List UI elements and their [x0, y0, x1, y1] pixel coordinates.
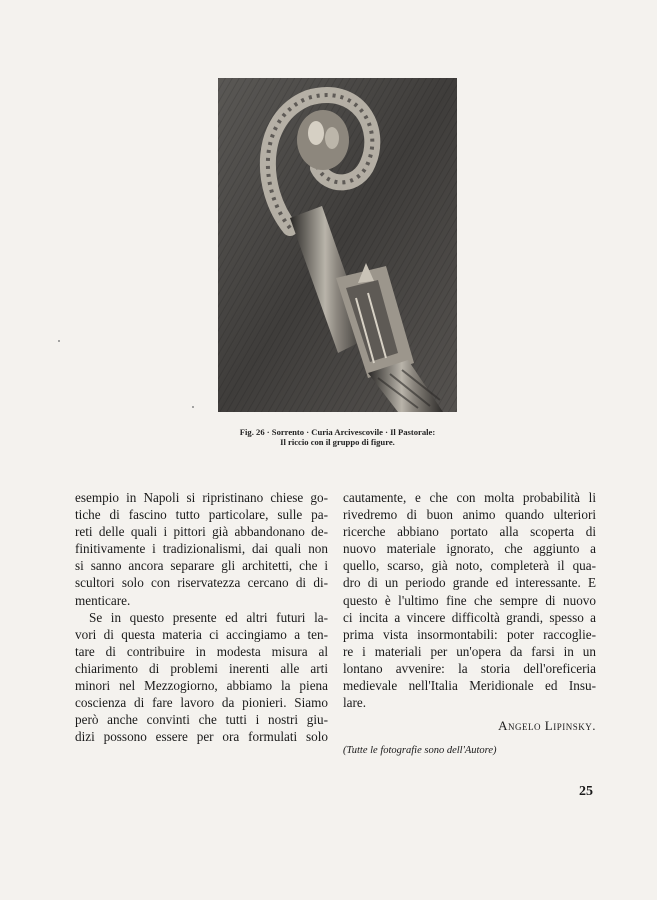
- text-line: reti delle quali i pittori già abbandonano de-: [75, 524, 328, 540]
- text-line: dizi possono essere per ora formulati solo: [75, 729, 328, 745]
- text-line: vori di questa materia ci accingiamo a ten-: [75, 626, 328, 642]
- text-line: re i materiali per un'opera da farsi in un: [343, 643, 596, 659]
- text-line: esempio in Napoli si ripristinano chiese go-: [75, 490, 328, 505]
- text-line: ricerche abbiano portato alla scoperta di: [343, 524, 596, 540]
- page-number: 25: [579, 784, 593, 799]
- text-line: si sanno ancora separare gli architetti, che i: [75, 558, 328, 574]
- text-line: rivedremo di buon animo quando ulteriori: [343, 507, 596, 523]
- crozier-image: [218, 78, 457, 412]
- text-line: lare.: [343, 695, 367, 711]
- text-line: dro di un periodo grande ed interessante. E: [343, 575, 596, 591]
- text-line: coscienza di fare lavoro da pionieri. Siamo: [75, 695, 328, 711]
- left-column: [75, 489, 328, 745]
- paragraph-1: [75, 489, 328, 609]
- text-line: tare di contribuire in modesta misura al: [75, 643, 328, 659]
- paper-speck: [192, 406, 194, 408]
- text-line: quello, scarso, già noto, completerà il qua-: [343, 558, 596, 574]
- figure-caption: [200, 427, 475, 447]
- text-line: chiarimento di problemi inerenti alle arti: [75, 660, 328, 676]
- text-line: nuovo materiale ignorato, che aggiunto a: [343, 541, 596, 557]
- text-line: tiche di fascino tutto particolare, sulle pa-: [75, 507, 328, 523]
- paragraph-2: [75, 609, 328, 746]
- right-column: [343, 489, 596, 759]
- text-line: minori nel Mezzogiorno, abbiamo la piena: [75, 678, 328, 694]
- text-line: lontano avvenire: la storia dell'oreficeria: [343, 660, 596, 676]
- text-line: menticare.: [75, 592, 131, 608]
- text-line: finitivamente i tradizionalismi, dai quali non: [75, 541, 328, 557]
- text-line: Se in questo presente ed altri futuri la-: [89, 609, 328, 625]
- caption-line-2: Il riccio con il gruppo di figure.: [280, 437, 395, 447]
- text-line: ci incita a vincere difficoltà grandi, spesso a: [343, 609, 596, 625]
- caption-line-1: Fig. 26 · Sorrento · Curia Arcivescovile · Il Pastorale:: [239, 427, 436, 437]
- author-signature: Angelo Lipinsky.: [498, 718, 596, 734]
- text-line: questo è l'ultimo fine che sempre di nuovo: [343, 592, 596, 608]
- text-line: però anche convinti che tutti i nostri giu-: [75, 712, 328, 728]
- paper-speck: [58, 340, 60, 342]
- text-line: cautamente, e che con molta probabilità li: [343, 490, 596, 505]
- figure-photo: [218, 78, 457, 412]
- text-line: medievale nell'Italia Meridionale ed Insu-: [343, 678, 596, 694]
- text-line: scultori solo con riservatezza cercano di di-: [75, 575, 328, 591]
- paragraph-3: [343, 489, 596, 711]
- text-line: prima vista insormontabili: poter raccoglie-: [343, 626, 596, 642]
- photo-credit-note: (Tutte le fotografie sono dell'Autore): [343, 745, 497, 757]
